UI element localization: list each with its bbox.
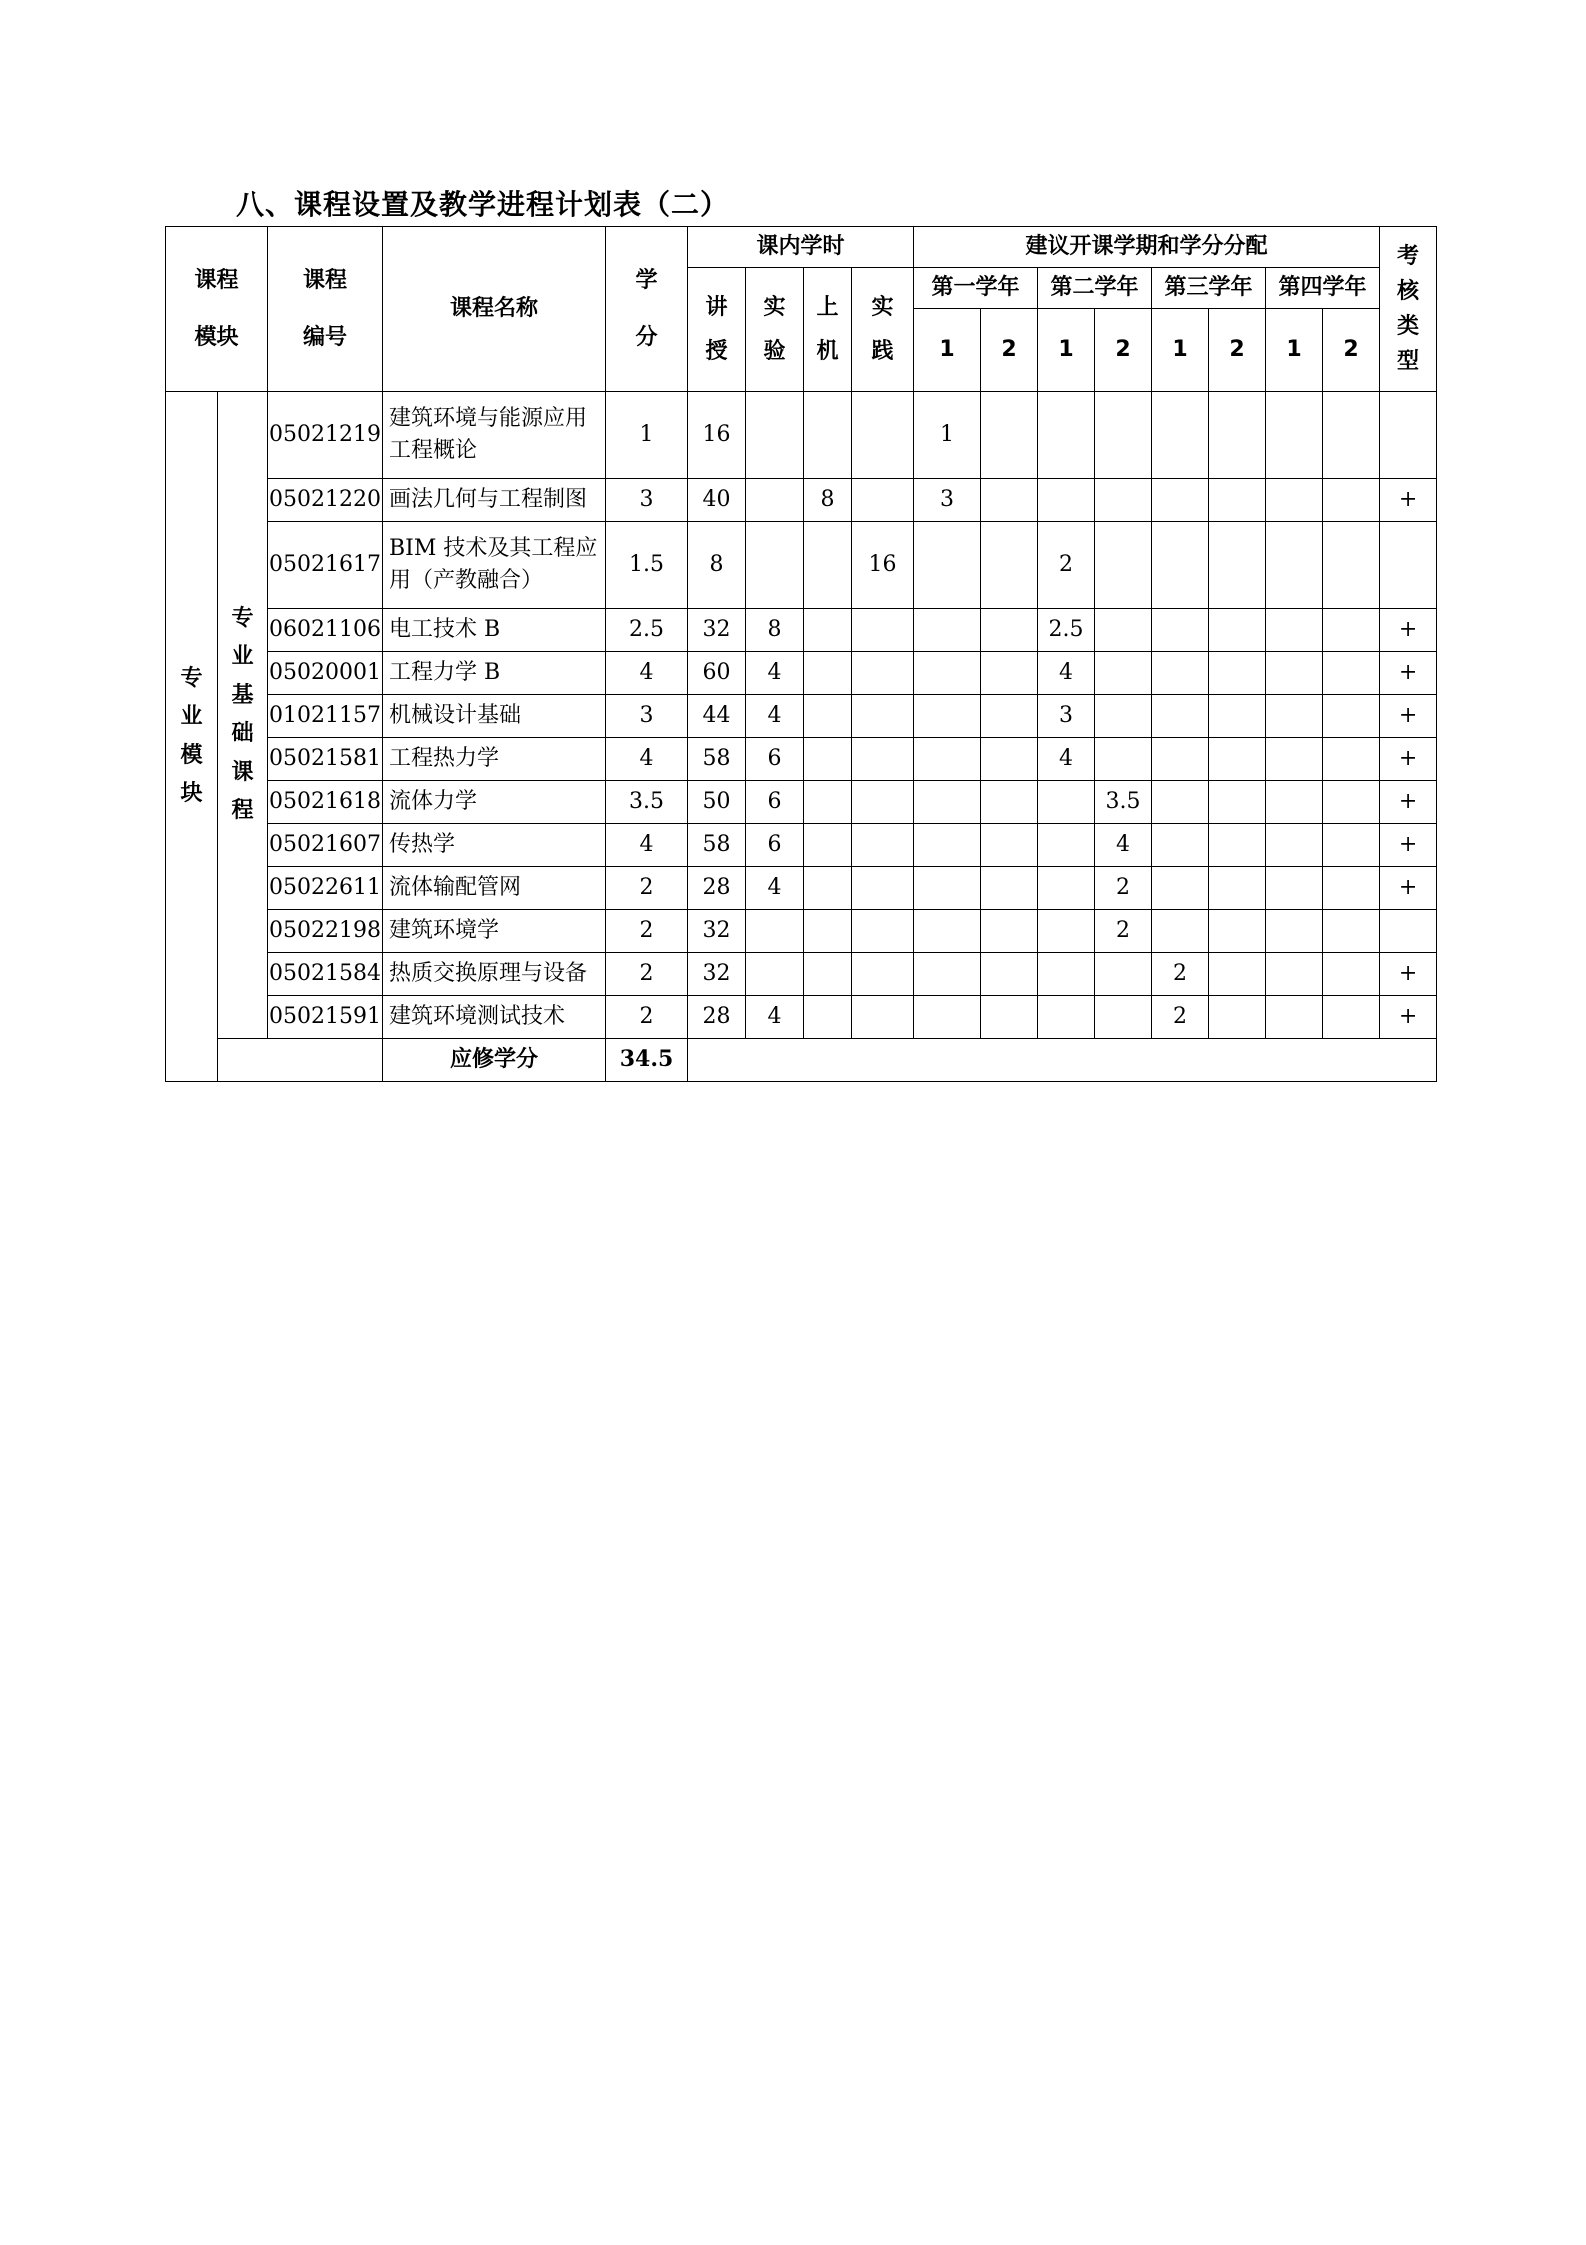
course-name: 建筑环境测试技术 (383, 996, 606, 1039)
semester-credit-cell (1209, 953, 1266, 996)
course-practice-hours (852, 953, 914, 996)
course-name: 电工技术 B (383, 609, 606, 652)
semester-credit-cell (981, 479, 1038, 522)
header-lecture-line2: 授 (705, 338, 728, 364)
course-credit: 4 (606, 824, 688, 867)
semester-credit-cell (1323, 953, 1380, 996)
header-lecture (688, 268, 746, 392)
semester-credit-cell (1323, 824, 1380, 867)
semester-credit-cell (1266, 479, 1323, 522)
table-row (166, 695, 1437, 738)
module-outer-label (166, 392, 218, 1082)
semester-credit-cell (1095, 609, 1152, 652)
table-row (166, 953, 1437, 996)
module-outer-char: 专 (180, 665, 203, 691)
course-exam-type: + (1380, 781, 1437, 824)
header-practice-line2: 践 (871, 338, 894, 364)
header-year2: 第二学年 (1038, 268, 1152, 309)
course-name-line1: BIM 技术及其工程应 (389, 536, 598, 562)
page-title: 八、课程设置及教学进程计划表（二） (236, 188, 730, 221)
course-computer-hours (804, 652, 852, 695)
semester-credit-cell (1038, 392, 1095, 479)
course-computer-hours (804, 392, 852, 479)
semester-credit-cell (1209, 738, 1266, 781)
course-name: 传热学 (383, 824, 606, 867)
semester-credit-cell: 3.5 (1095, 781, 1152, 824)
header-y4-sem1: 1 (1266, 309, 1323, 392)
header-experiment (746, 268, 804, 392)
total-credits-label: 应修学分 (383, 1039, 606, 1082)
semester-credit-cell (1152, 695, 1209, 738)
module-inner-char: 础 (231, 721, 254, 746)
semester-credit-cell (1209, 867, 1266, 910)
semester-credit-cell: 4 (1038, 652, 1095, 695)
course-credit: 1.5 (606, 522, 688, 609)
semester-credit-cell (1095, 652, 1152, 695)
semester-credit-cell (981, 867, 1038, 910)
table-row (166, 738, 1437, 781)
course-practice-hours (852, 910, 914, 953)
semester-credit-cell: 2 (1152, 953, 1209, 996)
header-exam-line3: 类 (1397, 314, 1420, 339)
course-experiment-hours: 6 (746, 781, 804, 824)
header-practice (852, 268, 914, 392)
semester-credit-cell (1152, 522, 1209, 609)
semester-credit-cell (1038, 781, 1095, 824)
course-code: 05021617 (268, 522, 383, 609)
course-exam-type: + (1380, 996, 1437, 1039)
module-inner-char: 专 (231, 605, 254, 631)
semester-credit-cell (1323, 781, 1380, 824)
semester-credit-cell (1095, 695, 1152, 738)
course-name: 工程热力学 (383, 738, 606, 781)
course-experiment-hours: 8 (746, 609, 804, 652)
course-credit: 1 (606, 392, 688, 479)
semester-credit-cell (1209, 392, 1266, 479)
semester-credit-cell (1323, 609, 1380, 652)
course-experiment-hours (746, 479, 804, 522)
semester-credit-cell (1038, 479, 1095, 522)
total-credits-value: 34.5 (606, 1039, 688, 1082)
semester-credit-cell: 2 (1095, 910, 1152, 953)
header-credit-line2: 分 (635, 325, 658, 350)
header-experiment-line2: 验 (763, 338, 786, 364)
course-experiment-hours: 6 (746, 738, 804, 781)
course-code: 05021607 (268, 824, 383, 867)
header-code-line1: 课程 (303, 267, 348, 293)
header-exam-line1: 考 (1397, 243, 1420, 269)
semester-credit-cell (914, 910, 981, 953)
course-code: 05021220 (268, 479, 383, 522)
semester-credit-cell (914, 996, 981, 1039)
course-computer-hours (804, 695, 852, 738)
header-exam-type (1380, 227, 1437, 392)
course-lecture-hours: 16 (688, 392, 746, 479)
semester-credit-cell (981, 609, 1038, 652)
course-computer-hours (804, 910, 852, 953)
course-exam-type: + (1380, 479, 1437, 522)
course-practice-hours: 16 (852, 522, 914, 609)
table-row (166, 996, 1437, 1039)
semester-credit-cell (981, 781, 1038, 824)
semester-credit-cell (1323, 652, 1380, 695)
semester-credit-cell (1209, 479, 1266, 522)
course-experiment-hours: 4 (746, 867, 804, 910)
course-lecture-hours: 58 (688, 738, 746, 781)
course-code: 05022611 (268, 867, 383, 910)
semester-credit-cell (914, 609, 981, 652)
semester-credit-cell (1095, 953, 1152, 996)
course-code: 05021219 (268, 392, 383, 479)
course-code: 05021591 (268, 996, 383, 1039)
course-exam-type: + (1380, 953, 1437, 996)
course-practice-hours (852, 695, 914, 738)
header-credit-line1: 学 (635, 267, 658, 293)
table-row (166, 910, 1437, 953)
semester-credit-cell: 2 (1095, 867, 1152, 910)
course-name: 热质交换原理与设备 (383, 953, 606, 996)
semester-credit-cell (981, 996, 1038, 1039)
course-experiment-hours: 4 (746, 695, 804, 738)
semester-credit-cell (1266, 392, 1323, 479)
header-y1-sem2: 2 (981, 309, 1038, 392)
course-exam-type (1380, 522, 1437, 609)
module-inner-char: 业 (231, 644, 254, 669)
table-row (166, 781, 1437, 824)
module-outer-stack (166, 660, 217, 814)
semester-credit-cell (981, 392, 1038, 479)
course-practice-hours (852, 652, 914, 695)
semester-credit-cell (1266, 910, 1323, 953)
course-credit: 2 (606, 910, 688, 953)
semester-credit-cell (1266, 695, 1323, 738)
header-exam-line2: 核 (1397, 278, 1420, 304)
semester-credit-cell (1038, 953, 1095, 996)
course-experiment-hours (746, 392, 804, 479)
course-exam-type (1380, 910, 1437, 953)
course-name (383, 522, 606, 609)
semester-credit-cell (914, 824, 981, 867)
module-inner-stack (218, 600, 267, 831)
semester-credit-cell (981, 695, 1038, 738)
course-lecture-hours: 32 (688, 609, 746, 652)
semester-credit-cell: 3 (1038, 695, 1095, 738)
table-row (166, 867, 1437, 910)
course-lecture-hours: 8 (688, 522, 746, 609)
table-row (166, 479, 1437, 522)
semester-credit-cell (914, 738, 981, 781)
course-experiment-hours: 6 (746, 824, 804, 867)
course-computer-hours (804, 996, 852, 1039)
semester-credit-cell: 2 (1152, 996, 1209, 1039)
semester-credit-cell (981, 738, 1038, 781)
semester-credit-cell (1209, 522, 1266, 609)
module-inner-char: 基 (231, 682, 254, 708)
semester-credit-cell (1152, 652, 1209, 695)
course-exam-type: + (1380, 738, 1437, 781)
course-experiment-hours (746, 910, 804, 953)
course-lecture-hours: 60 (688, 652, 746, 695)
semester-credit-cell: 1 (914, 392, 981, 479)
course-practice-hours (852, 781, 914, 824)
course-lecture-hours: 28 (688, 996, 746, 1039)
course-lecture-hours: 58 (688, 824, 746, 867)
course-credit: 4 (606, 652, 688, 695)
semester-credit-cell (1209, 609, 1266, 652)
course-computer-hours (804, 824, 852, 867)
course-experiment-hours: 4 (746, 996, 804, 1039)
header-semester-group: 建议开课学期和学分分配 (914, 227, 1380, 268)
header-code-line2: 编号 (303, 325, 348, 350)
semester-credit-cell (1038, 824, 1095, 867)
semester-credit-cell (1266, 738, 1323, 781)
course-experiment-hours (746, 522, 804, 609)
module-outer-char: 业 (180, 704, 203, 729)
semester-credit-cell (914, 695, 981, 738)
semester-credit-cell (1323, 738, 1380, 781)
semester-credit-cell (1266, 996, 1323, 1039)
header-lecture-line1: 讲 (705, 294, 728, 320)
course-exam-type: + (1380, 824, 1437, 867)
header-hours-group: 课内学时 (688, 227, 914, 268)
semester-credit-cell (1323, 867, 1380, 910)
course-credit: 2 (606, 953, 688, 996)
course-practice-hours (852, 824, 914, 867)
semester-credit-cell (1209, 695, 1266, 738)
course-computer-hours (804, 867, 852, 910)
course-practice-hours (852, 996, 914, 1039)
header-year4: 第四学年 (1266, 268, 1380, 309)
course-code: 05020001 (268, 652, 383, 695)
semester-credit-cell (914, 953, 981, 996)
course-name: 画法几何与工程制图 (383, 479, 606, 522)
header-y3-sem2: 2 (1209, 309, 1266, 392)
semester-credit-cell (981, 652, 1038, 695)
header-course-name: 课程名称 (383, 227, 606, 392)
course-name: 流体输配管网 (383, 867, 606, 910)
semester-credit-cell: 4 (1095, 824, 1152, 867)
total-remaining-cell (688, 1039, 1437, 1082)
course-name: 工程力学 B (383, 652, 606, 695)
course-credit: 4 (606, 738, 688, 781)
semester-credit-cell (1266, 652, 1323, 695)
semester-credit-cell (1323, 996, 1380, 1039)
semester-credit-cell (1095, 738, 1152, 781)
course-code: 06021106 (268, 609, 383, 652)
semester-credit-cell: 3 (914, 479, 981, 522)
course-lecture-hours: 32 (688, 953, 746, 996)
header-computer-line2: 机 (816, 338, 839, 364)
course-lecture-hours: 32 (688, 910, 746, 953)
course-practice-hours (852, 479, 914, 522)
course-credit: 3.5 (606, 781, 688, 824)
course-code: 05021581 (268, 738, 383, 781)
semester-credit-cell (1152, 910, 1209, 953)
course-name-line1: 建筑环境与能源应用 (389, 406, 588, 432)
header-y3-sem1: 1 (1152, 309, 1209, 392)
semester-credit-cell (1095, 392, 1152, 479)
course-computer-hours (804, 781, 852, 824)
course-exam-type: + (1380, 652, 1437, 695)
header-computer-line1: 上 (816, 294, 839, 320)
header-y1-sem1: 1 (914, 309, 981, 392)
course-code: 05022198 (268, 910, 383, 953)
semester-credit-cell (1095, 996, 1152, 1039)
course-name-line2: 用（产教融合） (389, 568, 544, 593)
semester-credit-cell (1266, 867, 1323, 910)
header-y2-sem2: 2 (1095, 309, 1152, 392)
course-name: 建筑环境学 (383, 910, 606, 953)
semester-credit-cell (1266, 522, 1323, 609)
course-credit: 2 (606, 996, 688, 1039)
header-credit (606, 227, 688, 392)
course-computer-hours (804, 609, 852, 652)
semester-credit-cell (1152, 824, 1209, 867)
header-module-line2: 模块 (194, 325, 239, 350)
semester-credit-cell: 2 (1038, 522, 1095, 609)
module-inner-char: 课 (231, 759, 254, 785)
course-credit: 3 (606, 695, 688, 738)
header-experiment-line1: 实 (763, 294, 786, 320)
semester-credit-cell (1266, 824, 1323, 867)
semester-credit-cell (981, 522, 1038, 609)
table-row (166, 522, 1437, 609)
table-row (166, 392, 1437, 479)
semester-credit-cell (914, 522, 981, 609)
semester-credit-cell (1152, 392, 1209, 479)
semester-credit-cell: 4 (1038, 738, 1095, 781)
course-lecture-hours: 40 (688, 479, 746, 522)
course-computer-hours (804, 738, 852, 781)
course-practice-hours (852, 738, 914, 781)
course-name: 机械设计基础 (383, 695, 606, 738)
header-computer (804, 268, 852, 392)
table-row (166, 652, 1437, 695)
semester-credit-cell (1323, 910, 1380, 953)
module-outer-char: 块 (180, 781, 203, 806)
header-year3: 第三学年 (1152, 268, 1266, 309)
semester-credit-cell (914, 652, 981, 695)
semester-credit-cell (1323, 522, 1380, 609)
course-code: 05021584 (268, 953, 383, 996)
semester-credit-cell (1209, 652, 1266, 695)
semester-credit-cell (1095, 479, 1152, 522)
course-experiment-hours (746, 953, 804, 996)
header-practice-line1: 实 (871, 294, 894, 320)
semester-credit-cell (1152, 867, 1209, 910)
module-inner-label (218, 392, 268, 1039)
course-code: 05021618 (268, 781, 383, 824)
semester-credit-cell: 2.5 (1038, 609, 1095, 652)
semester-credit-cell (1209, 781, 1266, 824)
table-row (166, 824, 1437, 867)
semester-credit-cell (1266, 953, 1323, 996)
total-row (166, 1039, 1437, 1082)
header-module (166, 227, 268, 392)
course-practice-hours (852, 609, 914, 652)
module-inner-char: 程 (231, 798, 254, 823)
semester-credit-cell (981, 910, 1038, 953)
header-y2-sem1: 1 (1038, 309, 1095, 392)
semester-credit-cell (1266, 781, 1323, 824)
semester-credit-cell (1152, 738, 1209, 781)
semester-credit-cell (1323, 392, 1380, 479)
semester-credit-cell (1209, 910, 1266, 953)
semester-credit-cell (914, 781, 981, 824)
course-practice-hours (852, 392, 914, 479)
semester-credit-cell (1038, 996, 1095, 1039)
semester-credit-cell (1038, 910, 1095, 953)
semester-credit-cell (914, 867, 981, 910)
table-row (166, 609, 1437, 652)
course-name-line2: 工程概论 (389, 438, 478, 463)
header-code (268, 227, 383, 392)
header-y4-sem2: 2 (1323, 309, 1380, 392)
course-experiment-hours: 4 (746, 652, 804, 695)
course-computer-hours (804, 953, 852, 996)
semester-credit-cell (1209, 824, 1266, 867)
course-code: 01021157 (268, 695, 383, 738)
module-outer-char: 模 (180, 742, 203, 768)
course-exam-type: + (1380, 609, 1437, 652)
course-practice-hours (852, 867, 914, 910)
course-name: 流体力学 (383, 781, 606, 824)
semester-credit-cell (1323, 695, 1380, 738)
semester-credit-cell (1266, 609, 1323, 652)
semester-credit-cell (1152, 609, 1209, 652)
course-computer-hours (804, 522, 852, 609)
course-exam-type: + (1380, 695, 1437, 738)
total-blank-cell (218, 1039, 383, 1082)
course-name (383, 392, 606, 479)
course-exam-type: + (1380, 867, 1437, 910)
semester-credit-cell (1209, 996, 1266, 1039)
course-lecture-hours: 28 (688, 867, 746, 910)
course-lecture-hours: 50 (688, 781, 746, 824)
header-year1: 第一学年 (914, 268, 1038, 309)
semester-credit-cell (1152, 479, 1209, 522)
course-lecture-hours: 44 (688, 695, 746, 738)
semester-credit-cell (981, 953, 1038, 996)
semester-credit-cell (981, 824, 1038, 867)
course-computer-hours: 8 (804, 479, 852, 522)
semester-credit-cell (1323, 479, 1380, 522)
course-credit: 3 (606, 479, 688, 522)
header-module-line1: 课程 (194, 267, 239, 293)
course-plan-table (165, 226, 1437, 1082)
semester-credit-cell (1038, 867, 1095, 910)
semester-credit-cell (1095, 522, 1152, 609)
header-exam-line4: 型 (1397, 349, 1420, 375)
course-credit: 2.5 (606, 609, 688, 652)
course-exam-type (1380, 392, 1437, 479)
course-credit: 2 (606, 867, 688, 910)
semester-credit-cell (1152, 781, 1209, 824)
